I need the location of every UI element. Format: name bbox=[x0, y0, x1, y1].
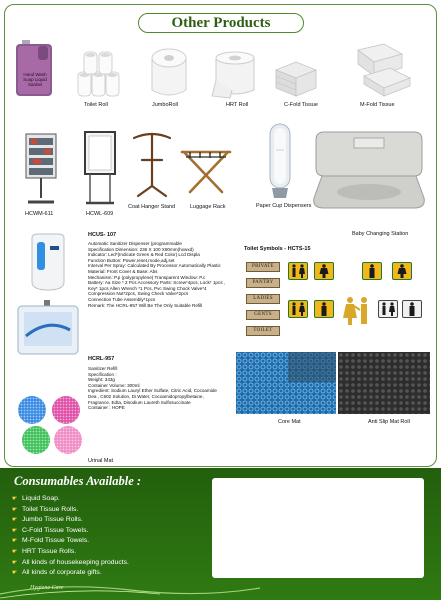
male-tile-2 bbox=[314, 300, 334, 318]
pointer-icon: ☛ bbox=[12, 506, 18, 513]
m-fold-tissue-image bbox=[344, 40, 418, 98]
spec-line: Key* 1pcs Allen Wrench *1 Pcs, Pvc Swing Chock Valve*4 bbox=[88, 285, 207, 291]
paper-cup-dispensers-caption: Paper Cup Dispensers bbox=[256, 203, 312, 209]
hcwm-611-caption: HCWM-611 bbox=[25, 211, 54, 217]
sign-ladies: LADIES bbox=[246, 294, 280, 304]
soap-can-label: Hand Wash Soap Liquid Sanbel bbox=[23, 72, 47, 87]
hcwm-611-image bbox=[20, 130, 62, 206]
baby-changing-station-caption: Baby Changing Station bbox=[352, 231, 409, 237]
pointer-icon: ☛ bbox=[12, 527, 18, 534]
pointer-icon: ☛ bbox=[12, 538, 18, 545]
dispenser-code: HCUS- 107 bbox=[88, 232, 117, 238]
pointer-icon: ☛ bbox=[12, 548, 18, 555]
toilet-roll-caption: Toilet Roll bbox=[84, 102, 108, 108]
list-item: ☛ All kinds of housekeeping products. bbox=[12, 558, 129, 569]
spec-line: Compression Nut*2pcs, Swing Check Valve*2pcs bbox=[88, 291, 189, 297]
spec-line: Material: Front Cover & Base: Abs bbox=[88, 268, 158, 274]
spec-line: Mechanism: P.p (polypropylene) Transparent Window: P.c bbox=[88, 274, 206, 280]
page-title: Other Products bbox=[171, 15, 271, 31]
consumables-title: Consumables Available : bbox=[14, 474, 142, 488]
female-icon bbox=[393, 263, 411, 279]
toilet-roll-image bbox=[74, 48, 124, 100]
sanitizer-refill-image bbox=[14, 300, 82, 356]
spec-line: Connection Tube Assembly*1pcs bbox=[88, 296, 156, 302]
dispenser-specs bbox=[88, 241, 225, 308]
list-item: ☛ HRT Tissue Rolls. bbox=[12, 547, 129, 558]
spec-line: Remark: The HCRL-957 Will Be The Only Suitable Refill bbox=[88, 302, 203, 308]
spec-line: Sanitizer Refill bbox=[88, 366, 118, 371]
spec-line: Dea , C602 Solution, Di Water, Cocoamidopropylbetaine, bbox=[88, 393, 204, 399]
spec-line: Specification : bbox=[88, 371, 117, 377]
hrt-roll-caption: HRT Roll bbox=[226, 102, 249, 108]
core-mat-image bbox=[236, 352, 336, 414]
sign-toilet: TOILET bbox=[246, 326, 280, 336]
anti-slip-mat-roll-image bbox=[338, 352, 430, 414]
luggage-rack-caption: Luggage Rack bbox=[190, 204, 226, 210]
decorative-wave bbox=[0, 580, 441, 600]
hrt-roll-image bbox=[210, 50, 260, 100]
male-icon bbox=[363, 263, 381, 279]
urinal-mat-image bbox=[14, 394, 88, 456]
restroom-tile bbox=[288, 262, 308, 280]
sign-private: PRIVATE bbox=[246, 262, 280, 272]
coat-hanger-stand-caption: Coat Hanger Stand bbox=[128, 204, 176, 210]
male-female-icon bbox=[289, 301, 307, 317]
pointer-icon: ☛ bbox=[12, 517, 18, 524]
hand-wash-soap-can bbox=[14, 40, 54, 96]
spec-line: Ingredient: Sodium Lauryl Ether Sulfate, Citric Acid, Cocoamide bbox=[88, 388, 217, 394]
paper-cup-dispenser-image bbox=[262, 120, 298, 200]
core-mat-caption: Core Mat bbox=[278, 419, 301, 425]
urinal-mat-caption: Urinal Mat bbox=[88, 458, 114, 464]
sign-gents: GENTS bbox=[246, 310, 280, 320]
gold-figures-icon bbox=[340, 296, 374, 326]
female-icon bbox=[315, 263, 333, 279]
c-fold-tissue-caption: C-Fold Tissue bbox=[284, 102, 318, 108]
coat-hanger-stand-image bbox=[130, 128, 174, 198]
sign-pantry: PANTRY bbox=[246, 278, 280, 288]
m-fold-tissue-caption: M-Fold Tissue bbox=[360, 102, 395, 108]
pointer-icon: ☛ bbox=[12, 496, 18, 502]
spec-line: Battery: Aa Size * 2 Pcs Accessory Parts: Screw*4pcs, Lock* 1pcs , bbox=[88, 280, 226, 286]
spec-line: Container Volume: 300ml bbox=[88, 382, 140, 388]
list-item: ☛ All kinds of corporate gifts. bbox=[12, 568, 129, 579]
restroom-tile-2 bbox=[288, 300, 308, 318]
list-item: ☛ M-Fold Tissue Towels. bbox=[12, 536, 129, 547]
luggage-rack-image bbox=[176, 140, 236, 196]
restroom-tile-3 bbox=[378, 300, 398, 318]
jumbo-roll-image bbox=[148, 46, 190, 100]
list-item: ☛ Toilet Tissue Rolls. bbox=[12, 505, 129, 516]
female-tile-2 bbox=[392, 262, 412, 280]
male-icon bbox=[403, 301, 421, 317]
sanitizer-dispenser-image bbox=[28, 232, 68, 292]
blank-white-panel bbox=[212, 478, 424, 578]
brand-logo-text: Hygiene Care bbox=[30, 585, 64, 591]
list-item: ☛ Liquid Soap. bbox=[12, 494, 129, 505]
female-tile bbox=[314, 262, 334, 280]
spec-line: Function Button: Power,reset,mode,adj,set bbox=[88, 257, 175, 263]
refill-code: HCRL-957 bbox=[88, 356, 115, 362]
male-tile-3 bbox=[402, 300, 422, 318]
pointer-icon: ☛ bbox=[12, 570, 18, 577]
list-item: ☛ Jumbo Tissue Rolls. bbox=[12, 515, 129, 526]
spec-line: Indicator: Led*(Indicate Green & Red Color) Lcd Displa bbox=[88, 252, 200, 258]
male-icon bbox=[315, 301, 333, 317]
baby-changing-station-image bbox=[310, 128, 428, 220]
jumbo-roll-caption: JumboRoll bbox=[152, 102, 178, 108]
refill-specs bbox=[88, 366, 217, 411]
anti-slip-mat-roll-caption: Anti Slip Mat Roll bbox=[368, 419, 410, 425]
title-tab bbox=[138, 13, 304, 33]
toilet-symbols-title: Toilet Symbols - HCTS-15 bbox=[244, 246, 311, 252]
male-tile bbox=[362, 262, 382, 280]
spec-line: Interval Per Spray: Calculated By Processor Automatically Plastic bbox=[88, 263, 221, 269]
c-fold-tissue-image bbox=[272, 54, 322, 98]
spec-line: Fragrance, Edta, Disodium Laureth Sulfosuccinate bbox=[88, 399, 191, 405]
hcwl-609-caption: HCWL-609 bbox=[86, 211, 114, 217]
male-female-icon bbox=[289, 263, 307, 279]
consumables-list bbox=[12, 494, 129, 579]
male-female-icon bbox=[379, 301, 397, 317]
spec-line: Automatic Sanitizer Dispenser (programmable bbox=[88, 241, 182, 246]
spec-line: Container : HOPE bbox=[88, 405, 125, 411]
list-item: ☛ C-Fold Tissue Towels. bbox=[12, 526, 129, 537]
spec-line: Weight: 343g bbox=[88, 377, 115, 383]
spec-line: Specification Dimension: 236 X 100 X90mm(hxwxd) bbox=[88, 246, 194, 252]
hcwl-609-image bbox=[82, 130, 118, 206]
pointer-icon: ☛ bbox=[12, 559, 18, 566]
